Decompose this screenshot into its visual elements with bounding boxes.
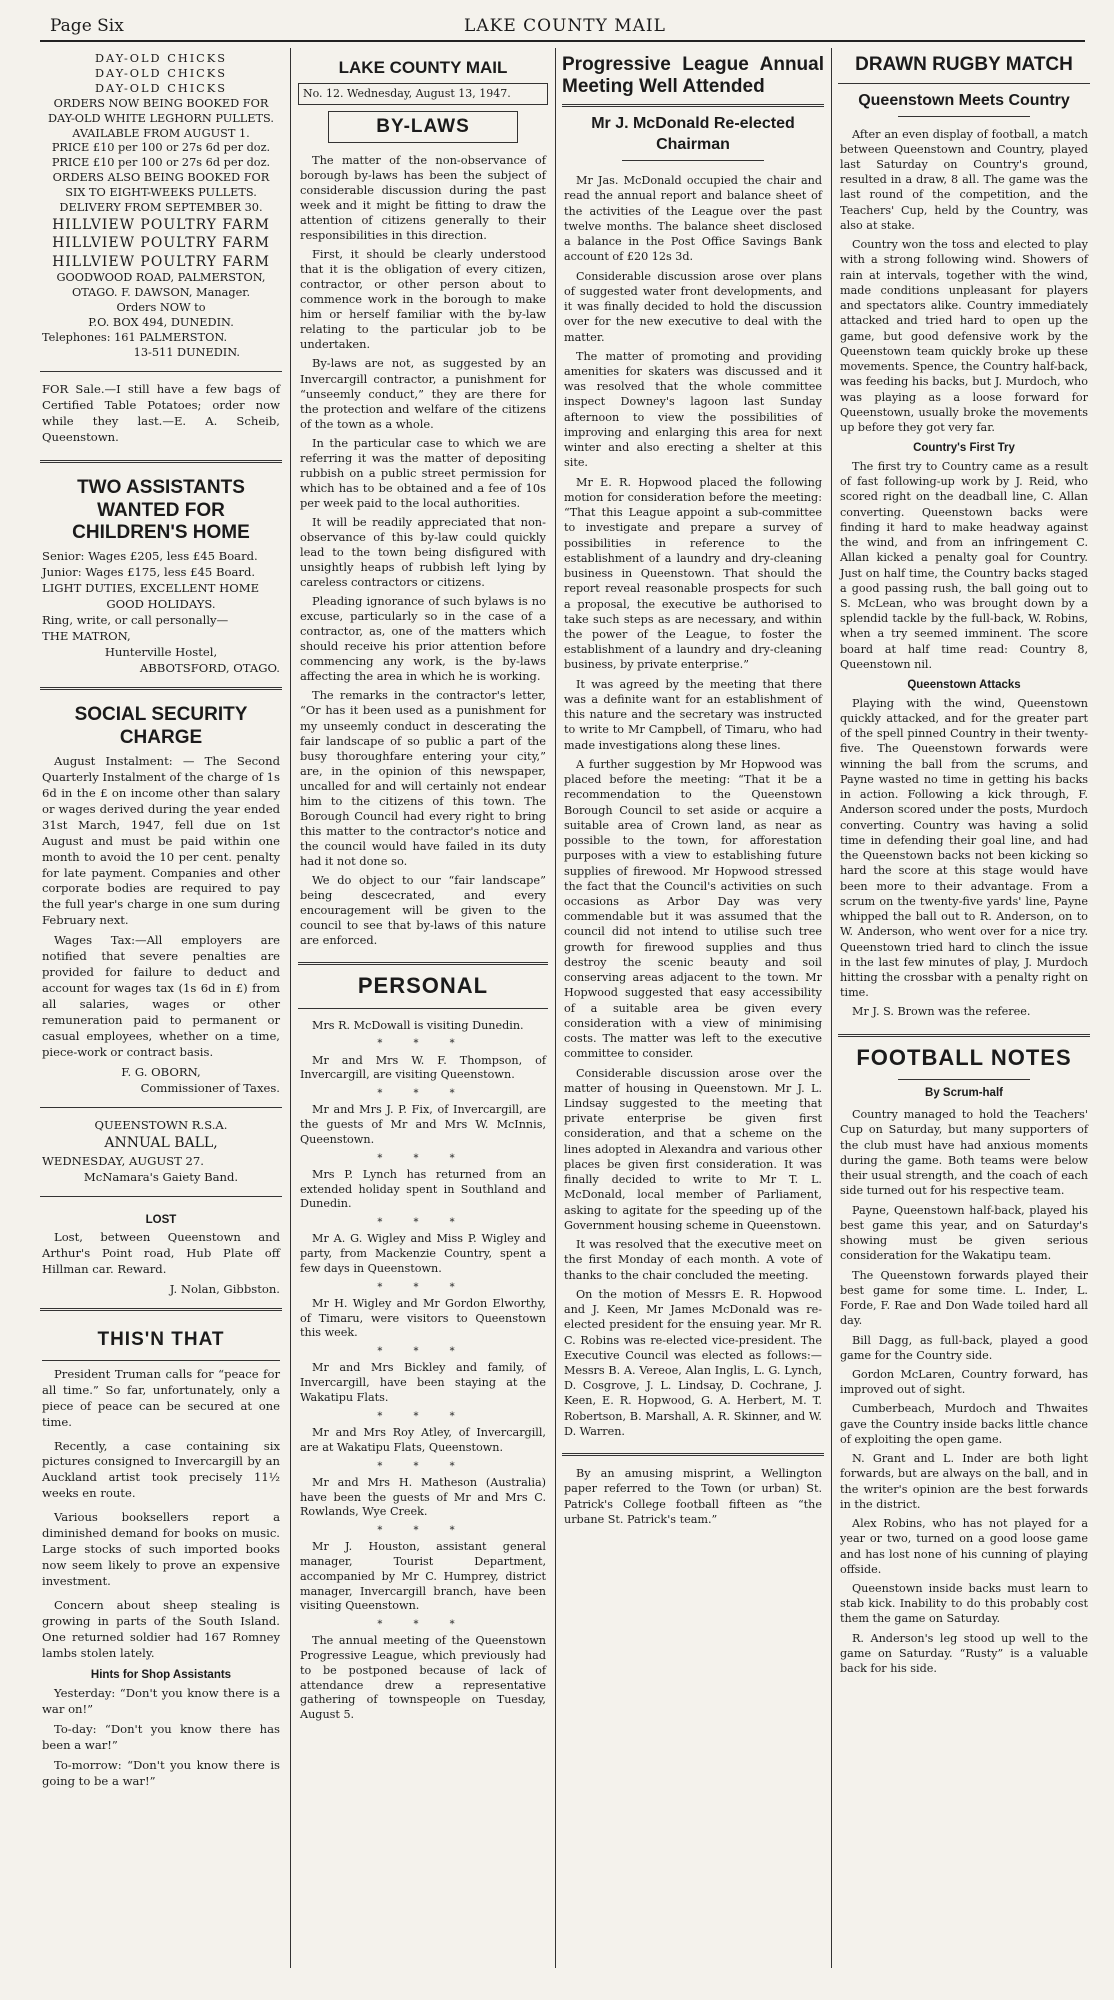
assistants-advert bbox=[40, 469, 282, 681]
misprint-note bbox=[562, 1462, 824, 1535]
ad-line: P.O. BOX 494, DUNEDIN. bbox=[88, 316, 234, 330]
issue-line: No. 12. Wednesday, August 13, 1947. bbox=[298, 83, 548, 104]
paragraph: Country won the toss and elected to play with a strong following wind. Showers of rain at intervals, together with the wind, made conditions unpleasant for players and spectators alike. Country immediately attacked and tried hard to open up the game, but good defensive work by the Queenstown team quickly broke up these movements. Spence, the Country half-back, was feeding his backs, but J. Murdoch, who was playing as a loose forward for Queenstown, usually broke the movements up before they got very far. bbox=[840, 238, 1088, 434]
ad-line: Orders NOW to bbox=[116, 301, 206, 315]
personal-item: Mrs R. McDowall is visiting Dunedin. bbox=[312, 1018, 524, 1032]
ad-line: WEDNESDAY, AUGUST 27. bbox=[42, 1153, 204, 1168]
paragraph: Queenstown inside backs must learn to stab kick. Inability to do this probably cost them the game on Saturday. bbox=[840, 1582, 1088, 1626]
ad-line: ABBOTSFORD, OTAGO. bbox=[139, 661, 280, 676]
column-2 bbox=[298, 48, 548, 1731]
divider bbox=[562, 104, 824, 107]
ad-line: LIGHT DUTIES, EXCELLENT HOME bbox=[42, 581, 260, 596]
ad-line: DAY-OLD CHICKS bbox=[95, 81, 227, 95]
subheading: Country's First Try bbox=[913, 442, 1015, 455]
divider bbox=[40, 687, 282, 690]
ad-line: PRICE £10 per 100 or 27s 6d per doz. bbox=[51, 141, 271, 155]
paragraph: Recently, a case containing six pictures consigned to Invercargill by an Auckland artist took precisely 11½ weeks en route. bbox=[42, 1438, 280, 1501]
paragraph: R. Anderson's leg stood up well to the game on Saturday. “Rusty” is a valuable back for his side. bbox=[840, 1631, 1088, 1676]
personal-item: Mr H. Wigley and Mr Gordon Elworthy, of Timaru, were visitors to Queenstown this week. bbox=[300, 1296, 546, 1340]
masthead bbox=[40, 12, 1090, 38]
notice-text: Lost, between Queenstown and Arthur's Point road, Hub Plate off Hillman car. Reward. bbox=[42, 1230, 280, 1277]
paragraph: Playing with the wind, Queenstown quickly attacked, and for the greater part of the spell pinned Country in their twenty-five. The Queenstown forwards were winning the ball from the scrums, and Payne wasted no time in getting his backs in action. Following a kick through, F. Anderson scored under the posts, Murdoch converting. Country was having a solid time in defending their goal line, and had the Queenstown backs not been kicking so hard the score at this stage would have been more to their advantage. From a scrum on the twenty-five yards' line, Payne whipped the ball out to R. Anderson, on to W. Anderson, who went over for a nice try. Queenstown tried hard to clinch the issue in the last few minutes of play, J. Murdoch hitting the crossbar with a penalty right on time. bbox=[840, 696, 1088, 1000]
paragraph: Considerable discussion arose over plans of suggested water front developments, and it was finally decided to hold the discussion over for the new executive to deal with the matter. bbox=[564, 269, 822, 344]
separator: * * * bbox=[377, 1152, 469, 1164]
ad-line: 13-511 DUNEDIN. bbox=[133, 345, 240, 359]
ad-line: McNamara's Gaiety Band. bbox=[83, 1169, 239, 1184]
top-rule bbox=[40, 40, 1085, 42]
personal-item: Mr and Mrs H. Matheson (Australia) have been the guests of Mr and Mrs C. Rowlands, Wye Creek. bbox=[300, 1475, 546, 1519]
paragraph: The remarks in the contractor's letter, “Or has it been used as a punishment for my unseemly conduct in descerating the fair landscape of so public a part of the busy thoroughfare entering your city,” are, in the opinion of this newspaper, uncalled for and will certainly not endear him to the citizens of this town. The Borough Council had every right to bring this matter to the contractor's notice and the council would have failed in its duty had it not done so. bbox=[300, 688, 546, 868]
personal-item: Mr and Mrs Bickley and family, of Invercargill, have been staying at the Wakatipu Flats. bbox=[300, 1361, 546, 1404]
paragraph: It will be readily appreciated that non-observance of this by-law could quickly lead to the town being disfigured with unsightly heaps of rubbish left lying by careless contractors or citizens. bbox=[300, 514, 546, 590]
divider bbox=[40, 1196, 282, 1197]
notice-text: August Instalment: — The Second Quarterly Instalment of the charge of 1s 6d in the £ on income other than salary or wages derived during the year ended 31st March, 1947, fell due on 1st August and must be paid within one month to avoid the 10 per cent. penalty for late payment. Companies and other corporate bodies are required to pay the full year's charge in one sum during February next. bbox=[42, 753, 280, 928]
ad-line: DAY-OLD CHICKS bbox=[95, 66, 227, 80]
separator: * * * bbox=[377, 1525, 469, 1537]
league-article bbox=[562, 169, 824, 1447]
ad-line: THE MATRON, bbox=[42, 629, 131, 644]
paragraph: By-laws are not, as suggested by an Invercargill contractor, a punishment for “unseemly conduct,” they are there for the protection and welfare of the citizens of the town as a whole. bbox=[300, 356, 546, 431]
divider bbox=[562, 1453, 824, 1456]
paragraph: Concern about sheep stealing is growing in parts of the South Island. One returned soldier had 167 Romney lambs stolen lately. bbox=[42, 1598, 280, 1661]
section-heading: PERSONAL bbox=[357, 973, 489, 999]
paragraph: Mr Jas. McDonald occupied the chair and read the annual report and balance sheet of the activities of the League over the past twelve months. The balance sheet disclosed a balance in the Post Office Savings Bank account of £20 12s 3d. bbox=[564, 174, 822, 264]
farm-name: HILLVIEW POULTRY FARM bbox=[52, 235, 270, 252]
paragraph: Country managed to hold the Teachers' Cup on Saturday, but many supporters of the club must have had anxious moments during the game. Both teams were below their usual strength, and the coach of each side turned out for his respective team. bbox=[840, 1108, 1088, 1198]
divider bbox=[40, 371, 282, 372]
separator: * * * bbox=[377, 1088, 469, 1100]
subheading: Queenstown Attacks bbox=[907, 679, 1021, 692]
divider bbox=[622, 160, 764, 161]
article-subheading: Mr J. McDonald Re-elected Chairman bbox=[591, 114, 795, 154]
separator: * * * bbox=[377, 1281, 469, 1293]
divider bbox=[40, 1107, 282, 1108]
ad-line: DELIVERY FROM SEPTEMBER 30. bbox=[59, 201, 263, 215]
ad-line: QUEENSTOWN R.S.A. bbox=[94, 1118, 228, 1133]
ad-line: AVAILABLE FROM AUGUST 1. bbox=[72, 126, 250, 140]
farm-name: HILLVIEW POULTRY FARM bbox=[52, 216, 270, 233]
personal-column bbox=[298, 1015, 548, 1731]
divider bbox=[42, 1360, 280, 1361]
ad-line: PRICE £10 per 100 or 27s 6d per doz. bbox=[51, 156, 271, 170]
ad-line: GOODWOOD ROAD, PALMERSTON, OTAGO. F. DAWSON, Manager. bbox=[56, 271, 266, 300]
paragraph: Mr E. R. Hopwood placed the following motion for consideration before the meeting: “That this League appoint a sub-committee to investigate and prepare a survey of possibilities in reference to the establishment of a laundry and dry-cleaning business in Queenstown. That should the report reveal reasonable prospects for such a proposal, the executive be authorised to take such steps as are necessary, and within the power of the League, to foster the establishment of a laundry and dry-cleaning business, by private enterprise.” bbox=[564, 475, 822, 672]
column-1 bbox=[40, 48, 282, 1798]
paragraph: Payne, Queenstown half-back, played his best game this year, and on Saturday's showing must be given serious consideration for the Wakatipu team. bbox=[840, 1203, 1088, 1263]
paragraph: Alex Robins, who has not played for a year or two, turned on a good loose game and has lost none of his cunning of playing offside. bbox=[840, 1517, 1088, 1576]
paragraph: It was agreed by the meeting that there was a definite want for an establishment of this nature and the secretary was instructed to write to Mr Campbell, of Timaru, who had made investigations along these lines. bbox=[564, 677, 822, 752]
paragraph: Bill Dagg, as full-back, played a good game for the Country side. bbox=[840, 1333, 1088, 1362]
paragraph: To-day: “Don't you know there has been a war!” bbox=[42, 1722, 280, 1753]
separator: * * * bbox=[377, 1038, 469, 1050]
byline: By Scrum-half bbox=[925, 1086, 1003, 1099]
ad-line: DAY-OLD CHICKS bbox=[95, 52, 227, 65]
ad-line: ORDERS NOW BEING BOOKED FOR DAY-OLD WHITE LEGHORN PULLETS. bbox=[47, 96, 274, 125]
newspaper-name: LAKE COUNTY MAIL bbox=[464, 16, 666, 36]
rsa-ball-advert bbox=[40, 1114, 282, 1189]
divider bbox=[298, 962, 548, 965]
divider bbox=[40, 1308, 282, 1311]
divider bbox=[298, 1008, 548, 1009]
paragraph: After an even display of football, a match between Queenstown and Country, played last Saturday on Country's ground, resulted in a draw, 8 all. The game was the last round of the competition, and the Teachers' Cup, held by the Country, was also at stake. bbox=[840, 127, 1088, 232]
ad-line: ANNUAL BALL, bbox=[104, 1135, 218, 1152]
notice-text: Wages Tax:—All employers are notified that severe penalties are provided for failure to deduct and account for wages tax (1s 6d in £) from all salaries, wages or other remuneration paid to permanent or casual employees, whether on a time, piece-work or contract basis. bbox=[42, 933, 280, 1060]
article-heading: Progressive League Annual Meeting Well Attended bbox=[562, 54, 824, 97]
personal-item: Mr A. G. Wigley and Miss P. Wigley and party, from Mackenzie Country, spent a few days in Queenstown. bbox=[300, 1232, 546, 1275]
article-heading: DRAWN RUGBY MATCH bbox=[855, 54, 1073, 75]
personal-item: Mrs P. Lynch has returned from an extended holiday spent in Southland and Dunedin. bbox=[300, 1167, 546, 1211]
notice-heading: LOST bbox=[145, 1213, 177, 1226]
paragraph: Gordon McLaren, Country forward, has improved out of sight. bbox=[840, 1367, 1088, 1397]
section-heading: FOOTBALL NOTES bbox=[856, 1044, 1072, 1070]
section-heading: BY-LAWS bbox=[328, 111, 518, 143]
divider bbox=[898, 1079, 1030, 1080]
football-notes bbox=[838, 1103, 1090, 1684]
divider bbox=[40, 460, 282, 463]
article-subheading: Queenstown Meets Country bbox=[858, 91, 1070, 109]
separator: * * * bbox=[377, 1410, 469, 1422]
editorial-masthead: LAKE COUNTY MAIL bbox=[338, 58, 508, 77]
social-security-notice bbox=[40, 696, 282, 1101]
personal-item: Mr and Mrs W. F. Thompson, of Invercargill, are visiting Queenstown. bbox=[300, 1053, 546, 1082]
paragraph: By an amusing misprint, a Wellington paper referred to the Town (or urban) St. Patrick's College football fifteen as “the urbane St. Patrick's team.” bbox=[564, 1467, 822, 1526]
paragraph: On the motion of Messrs E. R. Hopwood and J. Keen, Mr James McDonald was re-elected president for the ensuing year. Mr R. C. Robins was re-elected vice-president. The Executive Council was elected as follows:—Messrs B. A. Vereoe, Alan Inglis, L. G. Lynch, D. Cosgrove, J. L. Lindsay, D. Cochrane, J. Keen, E. R. Hopwood, G. A. Herbert, M. T. Robertson, B. Marshall, A. R. Skinner, and W. D. Warren. bbox=[564, 1287, 822, 1438]
paragraph: Considerable discussion arose over the matter of housing in Queenstown. Mr J. L. Lindsay suggested to the meeting that private enterprise be given first consideration, and that a scheme on the lines adopted in Alexandra and various other places be given first consideration. It was finally decided to write to Mr T. L. McDonald, local member of Parliament, asking to agitate for the speeding up of the Government housing scheme in Queenstown. bbox=[564, 1066, 822, 1232]
paragraph: The matter of promoting and providing amenities for skaters was discussed and it was resolved that the whole committee inspect Downey's lagoon last Sunday afternoon to view the possibilities of improving and enlarging this area for next winter and also erecting a shelter at this site. bbox=[564, 349, 822, 470]
ad-line: Senior: Wages £205, less £45 Board. bbox=[42, 549, 258, 564]
personal-item: Mr J. Houston, assistant general manager, Tourist Department, accompanied by Mr C. Humprey, district manager, Invercargill branch, have been visiting Queenstown. bbox=[300, 1540, 546, 1613]
ad-line: Ring, write, or call personally— bbox=[42, 613, 229, 628]
paragraph: N. Grant and L. Inder are both light forwards, but are always on the ball, and in the writer's opinion are the best forwards in the district. bbox=[840, 1452, 1088, 1511]
paragraph: The Queenstown forwards played their best game for some time. L. Inder, L. Forde, F. Rae and Don Wade toiled hard all day. bbox=[840, 1268, 1088, 1328]
paragraph: Yesterday: “Don't you know there is a war on!” bbox=[42, 1686, 280, 1717]
paragraph: The first try to Country came as a result of fast following-up work by J. Reid, who scored right on the deadball line, C. Allan converting. Queenstown backs were finding it hard to make headway against the wind, and from an infringement C. Allan kicked a penalty goal for Country. Just on half time, the Country backs staged a good passing rush, the ball going out to S. McLean, who was brought down by a splendid tackle by the full-back, W. Robins, when a try seemed imminent. The score board at half time read: Country 8, Queenstown nil. bbox=[840, 459, 1088, 671]
signature: J. Nolan, Gibbston. bbox=[169, 1282, 280, 1297]
divider bbox=[838, 83, 1090, 84]
ad-line: Hunterville Hostel, bbox=[104, 645, 218, 660]
lost-notice bbox=[40, 1203, 282, 1303]
ad-line: GOOD HOLIDAYS. bbox=[106, 597, 216, 612]
personal-item: Mr and Mrs Roy Atley, of Invercargill, are at Wakatipu Flats, Queenstown. bbox=[300, 1425, 546, 1454]
for-sale-notice bbox=[40, 378, 282, 454]
farm-name: HILLVIEW POULTRY FARM bbox=[52, 253, 270, 270]
column-rule bbox=[831, 48, 832, 1968]
personal-item: The annual meeting of the Queenstown Progressive League, which previously had to be postponed because of lack of attendance drew a representative gathering of townspeople on Tuesday, August 5. bbox=[300, 1634, 546, 1722]
bylaws-article bbox=[298, 149, 548, 956]
advert-heading: TWO ASSISTANTS WANTED FOR CHILDREN'S HOME bbox=[72, 476, 250, 544]
signature: F. G. OBORN, bbox=[121, 1065, 201, 1080]
paragraph: To-morrow: “Don't you know there is going to be a war!” bbox=[42, 1758, 280, 1789]
paragraph: Pleading ignorance of such bylaws is no excuse, particularly so in the case of a contractor, as, one of the matters which should receive his prior attention before commencing any work, is the by-laws affecting the area in which he is working. bbox=[300, 594, 546, 684]
paragraph: Mr J. S. Brown was the referee. bbox=[852, 1005, 1031, 1019]
paragraph: The matter of the non-observance of borough by-laws has been the subject of considerable discussion during the past week and it might be fitting to draw the attention of citizens generally to their responsibilities in this direction. bbox=[300, 152, 546, 243]
paragraph: We do object to our “fair landscape” being descecrated, and every encouragement will be given to the council to see that by-laws of this nature are enforced. bbox=[300, 873, 546, 948]
column-3 bbox=[562, 48, 824, 1535]
paragraph: Cumberbeach, Murdoch and Thwaites gave the Country inside backs little chance of exploiting the open game. bbox=[840, 1402, 1088, 1446]
rugby-article bbox=[838, 123, 1090, 1028]
subheading: Hints for Shop Assistants bbox=[90, 1669, 232, 1682]
paragraph: President Truman calls for “peace for all time.” So far, unfortunately, only a piece of peace can be secured at one time. bbox=[42, 1366, 280, 1429]
paragraph: It was resolved that the executive meet on the first Monday of each month. A vote of thanks to the chair concluded the meeting. bbox=[564, 1238, 822, 1282]
paragraph: A further suggestion by Mr Hopwood was placed before the meeting: “That it be a recommendation to the Queenstown Borough Council to set aside or acquire a suitable area of Crown land, as near as possible to the town, for afforestation purposes with a view to establishing future supplies of firewood. Mr Hopwood stressed the fact that the Council's activities on such occasions as Arbor Day was very commendable but it was assumed that the council did not intend to utilise such tree growth for firewood supplies and thus destroy the scenic beauty and soil conserving areas adjacent to the town. Mr Hopwood suggested that easy accessibility of a suitable area be given every consideration with a view of minimising costs. The matter was left to the executive committee to consider. bbox=[564, 757, 822, 1061]
paragraph: In the particular case to which we are referring it was the matter of depositing rubbish on a public street permission for which has to be obtained and a fee of 10s per week paid to the local authorities. bbox=[300, 435, 546, 510]
separator: * * * bbox=[377, 1460, 469, 1472]
section-heading: THIS'N THAT bbox=[97, 1329, 225, 1351]
this-n-that bbox=[40, 1317, 282, 1798]
paragraph: First, it should be clearly understood that it is the obligation of every citizen, contractor, or other person about to commence work in the borough to make him or herself familiar with the by-law relating to the particular job to be undertaken. bbox=[300, 247, 546, 352]
column-4 bbox=[838, 48, 1090, 1684]
divider bbox=[838, 1034, 1090, 1037]
personal-item: Mr and Mrs J. P. Fix, of Invercargill, are the guests of Mr and Mrs W. McInnis, Queenstown. bbox=[300, 1103, 546, 1146]
separator: * * * bbox=[377, 1217, 469, 1229]
ad-line: Telephones: 161 PALMERSTON. bbox=[42, 331, 228, 344]
chicks-advert bbox=[40, 48, 282, 365]
separator: * * * bbox=[377, 1619, 469, 1631]
ad-line: ORDERS ALSO BEING BOOKED FOR SIX TO EIGHT-WEEKS PULLETS. bbox=[52, 171, 270, 200]
column-rule bbox=[290, 48, 291, 1968]
notice-text: FOR Sale.—I still have a few bags of Certified Table Potatoes; order now while they last.—E. A. Scheib, Queenstown. bbox=[42, 381, 280, 444]
notice-heading: SOCIAL SECURITY CHARGE bbox=[74, 704, 248, 748]
paragraph: Various booksellers report a diminished demand for books on music. Large stocks of such imported books now seem likely to prove an expensive investment. bbox=[42, 1510, 280, 1589]
page-number: Page Six bbox=[50, 16, 124, 36]
ad-line: Junior: Wages £175, less £45 Board. bbox=[42, 565, 256, 580]
column-rule bbox=[555, 48, 556, 1968]
divider bbox=[898, 116, 1030, 117]
separator: * * * bbox=[377, 1346, 469, 1358]
signature: Commissioner of Taxes. bbox=[140, 1081, 280, 1096]
